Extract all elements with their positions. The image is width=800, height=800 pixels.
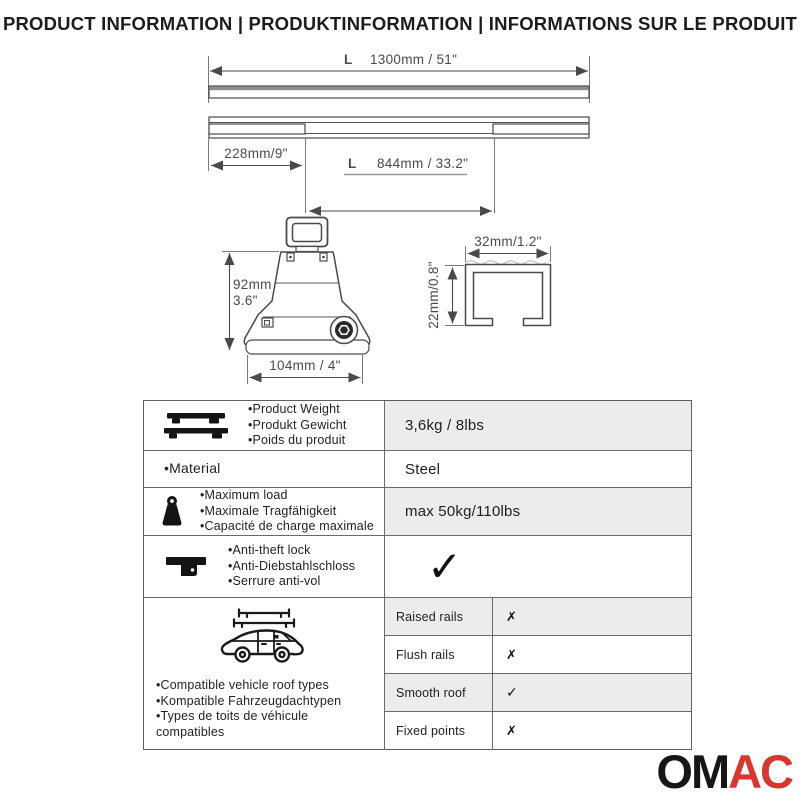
value-product-weight: 3,6kg / 8lbs [385,401,691,450]
label-line: •Kompatible Fahrzeugdachtypen [156,693,342,708]
dimension-foot-width [248,355,363,384]
label-cell-anti-theft [144,536,385,597]
logo-text-om: OM [656,745,729,799]
dim-span-L-label: L [348,156,357,171]
dimension-overhang [209,138,495,213]
dim-span-value: 844mm / 33.2" [377,156,469,171]
dim-total-value: 1300mm / 51" [370,52,458,67]
subrow-label: Fixed points [385,712,493,749]
subrow-flush-rails [385,636,691,674]
label-line: •Material [164,460,221,477]
label-cell-max-load [144,488,385,535]
lock-icon [144,554,228,579]
label-cell-material [144,451,385,487]
label-cell-roof-types [144,598,385,749]
smooth-roof-mark: ✓ [506,684,518,700]
subrow-fixed-points [385,712,691,749]
subrow-raised-rails [385,598,691,636]
crossbar-bottom-view [209,117,589,138]
dim-overhang-value: 228mm/9" [224,146,288,161]
value-material: Steel [405,460,441,478]
subrow-label: Flush rails [385,636,493,673]
lock-cylinder [331,317,358,344]
subrow-smooth-roof [385,674,691,712]
weight-icon [144,495,200,528]
logo-text-ac: AC [728,745,792,799]
dim-foot-height-in: 3.6" [233,293,258,308]
subrow-label: Raised rails [385,598,493,635]
brand-logo [656,745,792,799]
label-cell-product-weight [144,401,385,450]
label-line: •Types de toits de véhicule compatibles [156,709,309,739]
dim-profile-width-value: 32mm/1.2" [474,234,542,249]
dimension-span [309,156,492,211]
dim-profile-height-value: 22mm/0.8" [426,261,441,329]
page-title: PRODUCT INFORMATION | PRODUKTINFORMATION | INFORMATIONS SUR LE PRODUIT [2,13,798,34]
bar-profile-drawing [426,234,551,329]
dim-foot-width-value: 104mm / 4" [269,358,341,373]
roof-type-subtable [385,598,691,749]
subrow-label: Smooth roof [385,674,493,711]
label-line: •Product Weight [248,402,340,417]
anti-theft-checkmark: ✓ [427,542,463,590]
spec-table [143,400,692,750]
crossbars-icon [144,410,248,442]
label-line: •Poids du produit [248,433,346,448]
value-max-load: max 50kg/110lbs [385,488,691,535]
label-line: •Anti-theft lock [228,543,311,558]
dim-foot-height-mm: 92mm [233,277,272,292]
table-row-material [144,451,691,488]
flush-rails-mark: ✗ [506,646,517,662]
table-row-roof-types [144,598,691,749]
label-line: •Compatible vehicle roof types [156,678,329,692]
dim-total-L-label: L [344,52,353,67]
raised-rails-mark: ✗ [506,608,517,624]
label-line: •Capacité de charge maximale [200,519,374,534]
label-line: •Anti-Diebstahlschloss [228,558,356,573]
label-line: •Maximum load [200,488,288,503]
car-roof-rack-icon [144,608,384,670]
table-row-product-weight [144,401,691,451]
crossbar-side-view [209,86,589,98]
fixed-points-mark: ✗ [506,722,517,738]
table-row-max-load [144,488,691,536]
label-line: •Produkt Gewicht [248,417,347,432]
label-line: •Maximale Tragfähigkeit [200,503,337,518]
table-row-anti-theft [144,536,691,598]
label-line: •Serrure anti-vol [228,574,321,589]
